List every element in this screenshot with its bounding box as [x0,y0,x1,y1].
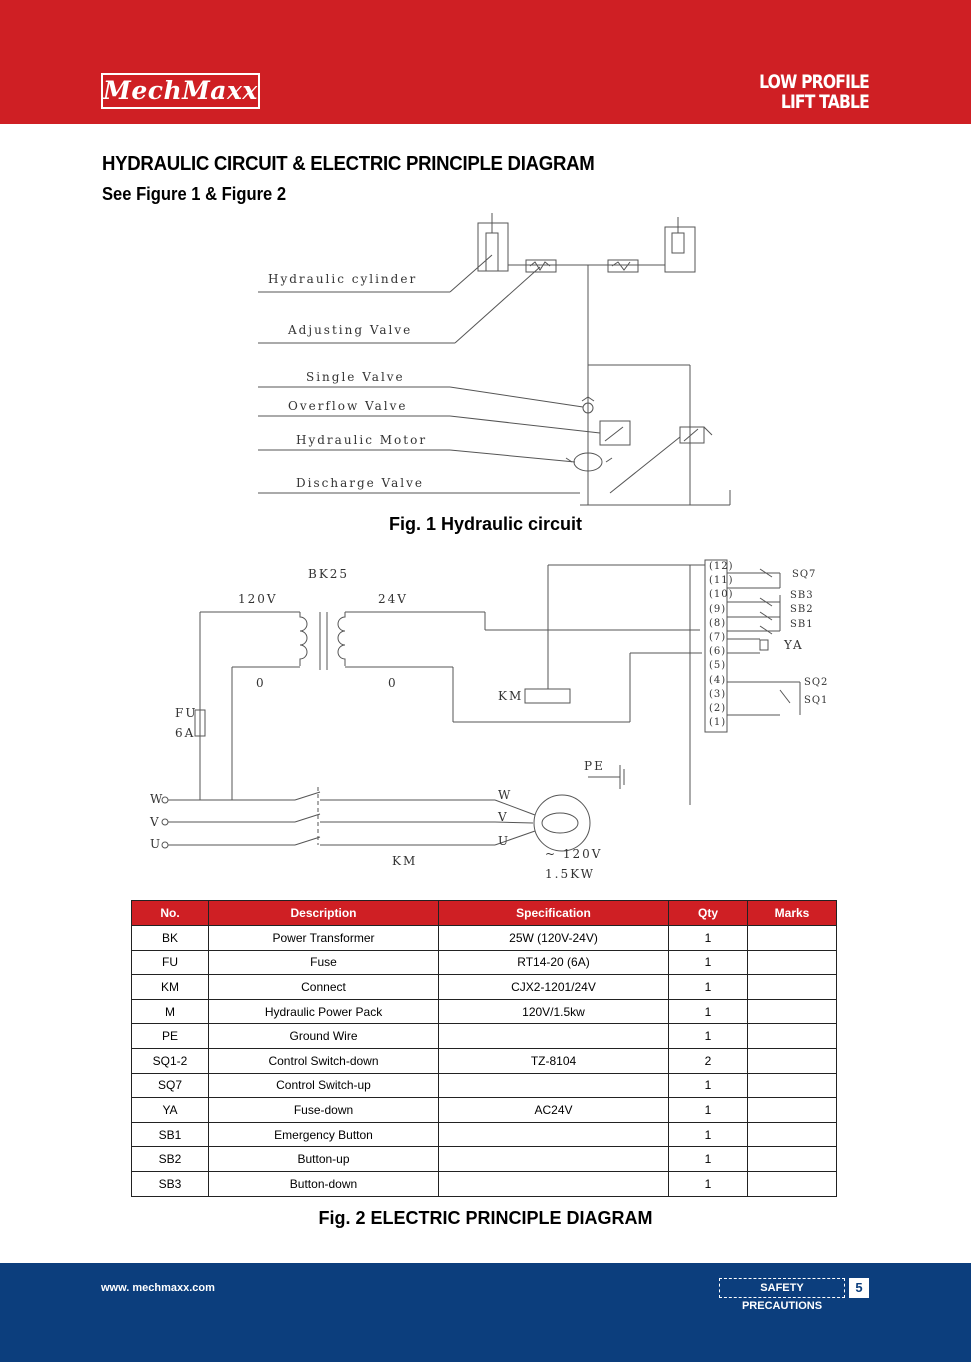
cell-no: PE [132,1024,209,1049]
product-title-line1: LOW PROFILE [759,71,869,93]
parts-table [131,900,837,1197]
cell-marks [748,1073,837,1098]
terminal-labels [709,561,734,728]
hydraulic-circuit-diagram [250,205,750,510]
label-phase-u: U [150,837,163,851]
cell-specification: 120V/1.5kw [439,999,669,1024]
table-row [132,926,837,951]
table-row [132,1098,837,1123]
cell-description: Control Switch-down [209,1048,439,1073]
cell-marks [748,950,837,975]
section-title: HYDRAULIC CIRCUIT & ELECTRIC PRINCIPLE DIAGRAM [102,153,595,175]
label-24v: 24V [378,592,408,606]
table-row [132,1073,837,1098]
label-km-contactor: KM [392,854,418,868]
cell-specification [439,1147,669,1172]
page-footer [0,1263,971,1362]
label-ya: YA [784,638,804,652]
label-single-valve: Single Valve [306,370,405,384]
cell-marks [748,1122,837,1147]
terminal-8: (8) [709,618,727,629]
table-row [132,1048,837,1073]
cell-description: Fuse-down [209,1098,439,1123]
label-120v: 120V [238,592,278,606]
cell-no: M [132,999,209,1024]
cell-qty: 1 [669,926,748,951]
label-zero-primary: 0 [256,676,266,690]
label-adjusting-valve: Adjusting Valve [288,323,413,337]
cell-description: Power Transformer [209,926,439,951]
label-sq7: SQ7 [792,569,817,580]
label-motor-u: U [498,834,511,848]
table-row [132,1122,837,1147]
label-overflow-valve: Overflow Valve [288,399,408,413]
cell-qty: 1 [669,950,748,975]
section-badge: SAFETY PRECAUTIONS [719,1278,845,1298]
product-title [759,72,869,112]
label-phase-v: V [150,815,161,829]
label-discharge-valve: Discharge Valve [296,476,424,490]
header-specification: Specification [439,901,669,926]
header-qty: Qty [669,901,748,926]
cell-no: SQ7 [132,1073,209,1098]
label-motor-voltage: ~ 120V [545,847,603,861]
cell-qty: 1 [669,999,748,1024]
label-sb2: SB2 [790,604,814,615]
cell-qty: 1 [669,1098,748,1123]
cell-marks [748,975,837,1000]
cell-no: BK [132,926,209,951]
terminal-11: (11) [709,575,734,586]
terminal-12: (12) [709,561,734,572]
cell-marks [748,1048,837,1073]
figure-1-caption: Fig. 1 Hydraulic circuit [388,514,583,534]
cell-specification [439,1171,669,1196]
label-fu: FU [175,706,198,720]
cell-no: YA [132,1098,209,1123]
cell-specification: TZ-8104 [439,1048,669,1073]
product-title-line2: LIFT TABLE [780,91,869,113]
label-phase-w: W [150,792,165,806]
cell-qty: 1 [669,1024,748,1049]
cell-description: Hydraulic Power Pack [209,999,439,1024]
cell-marks [748,1147,837,1172]
label-motor-w: W [498,788,513,802]
label-hydraulic-cylinder: Hydraulic cylinder [268,272,418,286]
cell-qty: 1 [669,1147,748,1172]
cell-specification [439,1073,669,1098]
cell-no: SB1 [132,1122,209,1147]
cell-qty: 2 [669,1048,748,1073]
section-subtitle: See Figure 1 & Figure 2 [102,184,287,204]
label-sq1: SQ1 [804,695,829,706]
table-row [132,999,837,1024]
cell-qty: 1 [669,1171,748,1196]
cell-description: Fuse [209,950,439,975]
cell-marks [748,1024,837,1049]
label-km-coil: KM [498,689,524,703]
terminal-3: (3) [709,689,727,700]
cell-qty: 1 [669,1073,748,1098]
terminal-4: (4) [709,675,727,686]
terminal-6: (6) [709,646,727,657]
website-link[interactable]: www. mechmaxx.com [101,1282,215,1294]
figure-2-caption: Fig. 2 ELECTRIC PRINCIPLE DIAGRAM [318,1208,653,1228]
cell-marks [748,926,837,951]
cell-specification: 25W (120V-24V) [439,926,669,951]
cell-no: FU [132,950,209,975]
label-motor-power: 1.5KW [545,867,595,881]
label-sq2: SQ2 [804,677,829,688]
page-number: 5 [849,1278,869,1298]
cell-marks [748,1171,837,1196]
cell-no: KM [132,975,209,1000]
cell-no: SB3 [132,1171,209,1196]
cell-qty: 1 [669,1122,748,1147]
label-pe: PE [584,759,605,773]
terminal-1: (1) [709,717,727,728]
label-motor-v: V [498,810,509,824]
mechmaxx-logo: MechMaxx [101,73,260,109]
cell-description: Ground Wire [209,1024,439,1049]
terminal-9: (9) [709,604,727,615]
table-row [132,1147,837,1172]
cell-no: SB2 [132,1147,209,1172]
label-zero-secondary: 0 [388,676,398,690]
header-marks: Marks [748,901,837,926]
cell-description: Button-up [209,1147,439,1172]
cell-qty: 1 [669,975,748,1000]
cell-marks [748,1098,837,1123]
label-hydraulic-motor: Hydraulic Motor [296,433,428,447]
terminal-2: (2) [709,703,727,714]
label-fu-rating: 6A [175,726,196,740]
header-description: Description [209,901,439,926]
cell-specification [439,1024,669,1049]
table-header-row [132,901,837,926]
table-row [132,1171,837,1196]
terminal-5: (5) [709,660,727,671]
cell-marks [748,999,837,1024]
page-header [0,0,971,124]
table-row [132,1024,837,1049]
header-no: No. [132,901,209,926]
cell-description: Connect [209,975,439,1000]
terminal-10: (10) [709,589,734,600]
cell-specification [439,1122,669,1147]
electric-principle-diagram [140,555,840,890]
cell-no: SQ1-2 [132,1048,209,1073]
table-row [132,950,837,975]
cell-description: Control Switch-up [209,1073,439,1098]
cell-description: Emergency Button [209,1122,439,1147]
terminal-7: (7) [709,632,727,643]
cell-specification: CJX2-1201/24V [439,975,669,1000]
cell-specification: RT14-20 (6A) [439,950,669,975]
cell-specification: AC24V [439,1098,669,1123]
label-sb1: SB1 [790,619,814,630]
label-sb3: SB3 [790,590,814,601]
cell-description: Button-down [209,1171,439,1196]
label-bk25: BK25 [308,567,350,581]
table-row [132,975,837,1000]
